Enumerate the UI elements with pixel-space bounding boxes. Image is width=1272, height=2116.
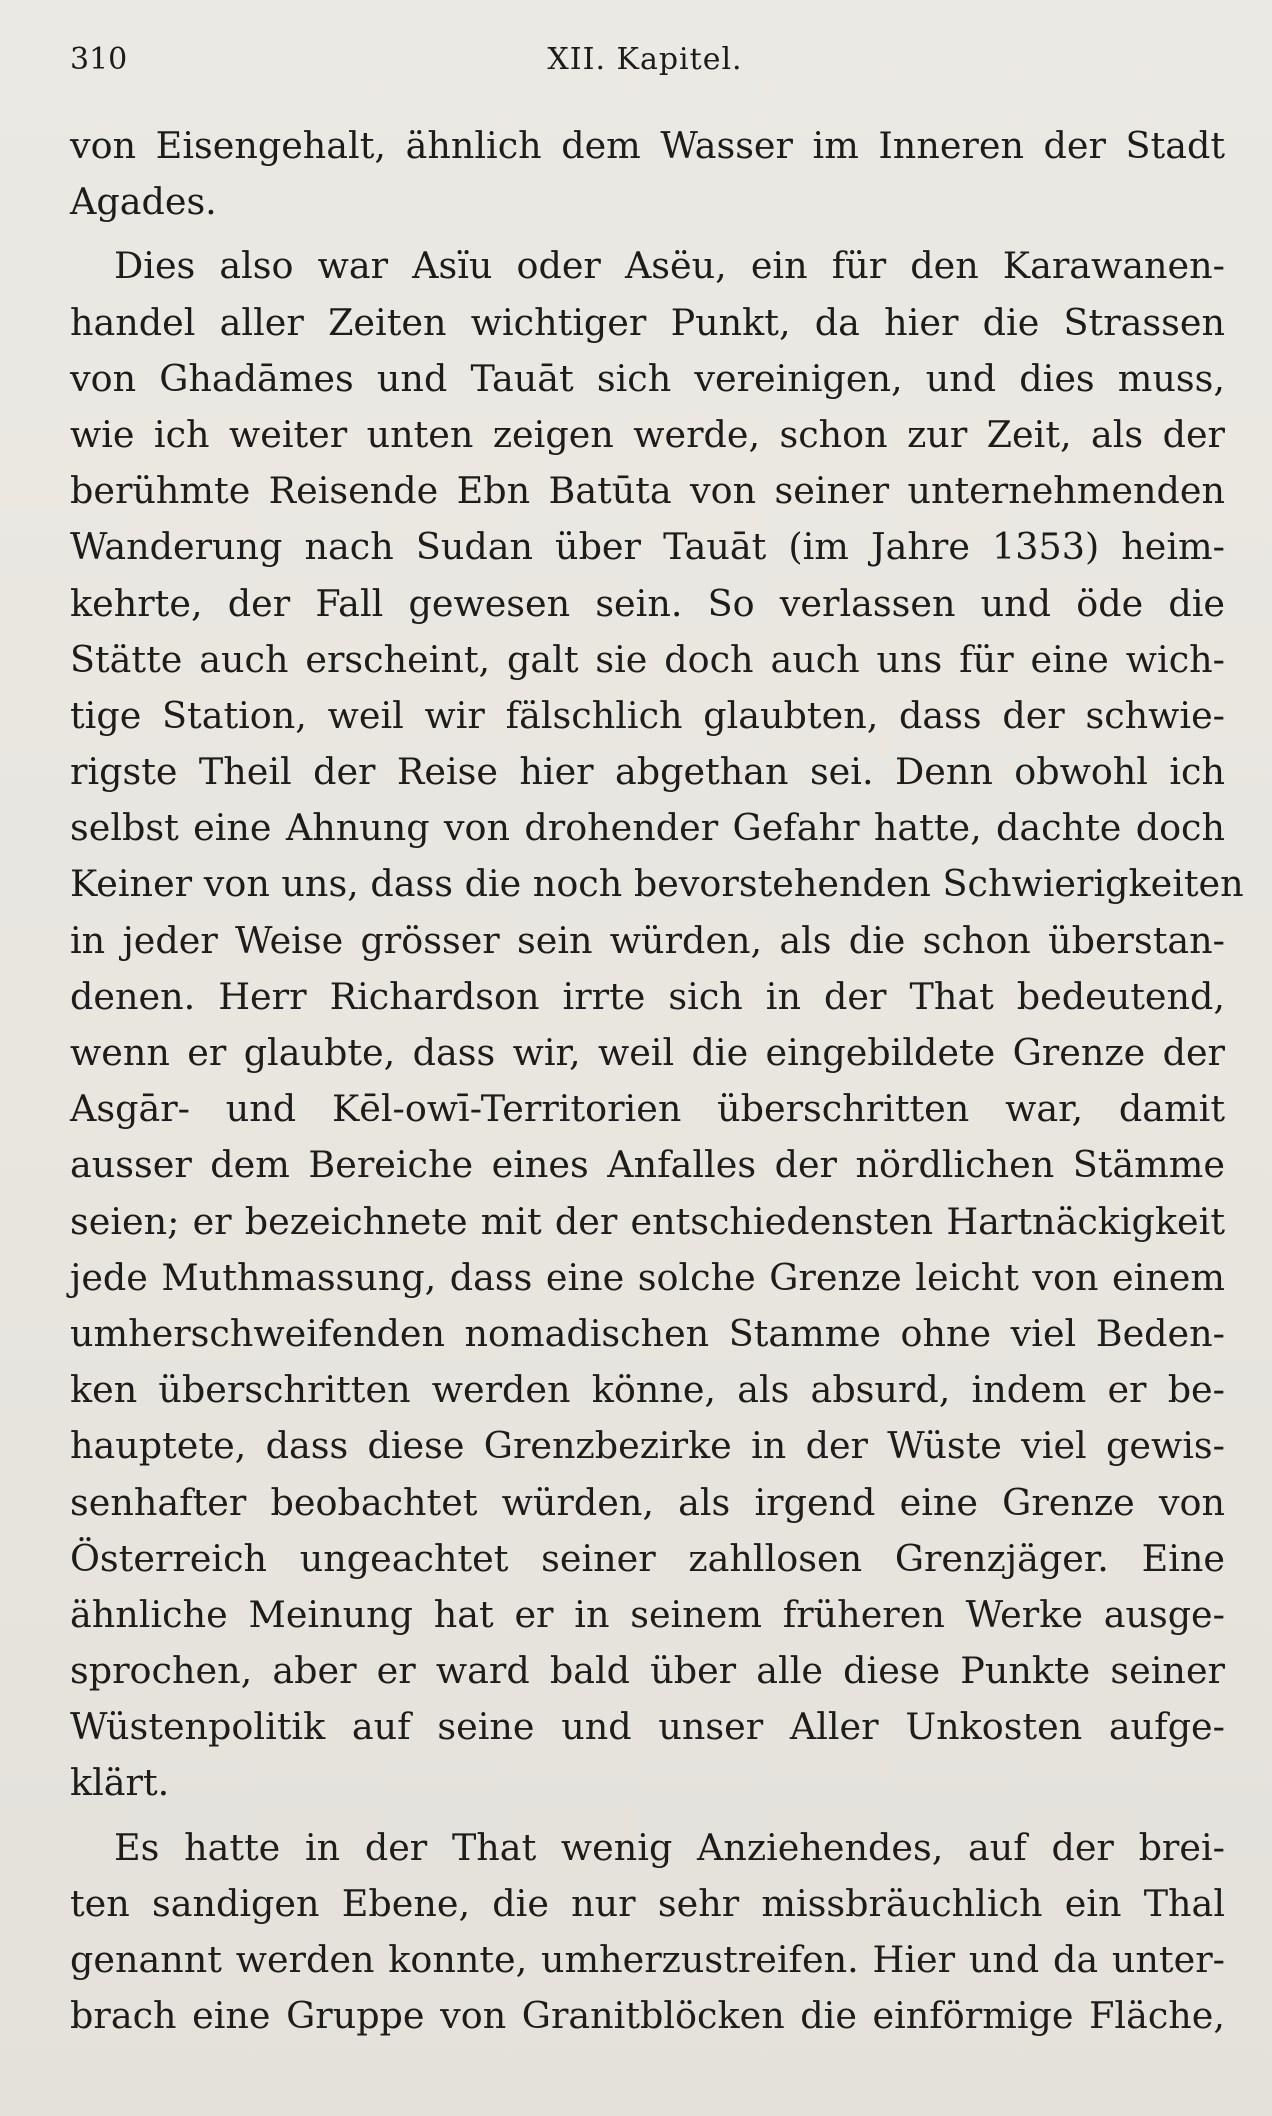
paragraph	[70, 1820, 1225, 2045]
page-number: 310	[70, 42, 128, 77]
text-line: von Eisengehalt, ähnlich dem Wasser im Inneren der Stadt	[70, 124, 1225, 167]
text-line: in jeder Weise grösser sein würden, als die schon überstan-	[70, 918, 1225, 962]
text-line: Wanderung nach Sudan über Tauāt (im Jahre 1353) heim-	[70, 525, 1225, 569]
text-line: wenn er glaubte, dass wir, weil die eingebildete Grenze der	[70, 1031, 1225, 1074]
text-line: ken überschritten werden könne, als absurd, indem er be-	[70, 1368, 1225, 1412]
text-line: Dies also war Asïu oder Asëu, ein für den Karawanen-	[114, 244, 1225, 288]
text-line: Stätte auch erscheint, galt sie doch auch uns für eine wich-	[70, 637, 1225, 681]
text-line: von Ghadāmes und Tauāt sich vereinigen, und dies muss,	[70, 356, 1225, 400]
text-line: hauptete, dass diese Grenzbezirke in der Wüste viel gewis-	[70, 1424, 1225, 1468]
text-line: wie ich weiter unten zeigen werde, schon zur Zeit, als der	[70, 412, 1225, 456]
text-line: ausser dem Bereiche eines Anfalles der nördlichen Stämme	[70, 1143, 1225, 1187]
text-line: Keiner von uns, dass die noch bevorstehenden Schwierigkeiten	[70, 862, 1244, 906]
text-line: berühmte Reisende Ebn Batūta von seiner unternehmenden	[70, 469, 1225, 513]
text-line: senhafter beobachtet würden, als irgend eine Grenze von	[70, 1480, 1225, 1524]
text-line: jede Muthmassung, dass eine solche Grenze leicht von einem	[70, 1255, 1225, 1299]
body-text	[70, 118, 1244, 2044]
text-line: Es hatte in der That wenig Anziehendes, auf der brei-	[114, 1825, 1225, 1869]
text-line: seien; er bezeichnete mit der entschiedensten Hartnäckigkeit	[70, 1199, 1225, 1243]
text-line: klärt.	[70, 1761, 170, 1805]
text-line: selbst eine Ahnung von drohender Gefahr hatte, dachte doch	[70, 806, 1225, 850]
paragraph	[70, 238, 1244, 1811]
text-line: brach eine Gruppe von Granitblöcken die einförmige Fläche,	[70, 1994, 1225, 2038]
text-line: Österreich ungeachtet seiner zahllosen Grenzjäger. Eine	[70, 1536, 1225, 1580]
running-head: XII. Kapitel.	[547, 42, 743, 77]
paragraph	[70, 118, 1225, 230]
text-line: Wüstenpolitik auf seine und unser Aller Unkosten aufge-	[70, 1705, 1225, 1749]
text-line: handel aller Zeiten wichtiger Punkt, da hier die Strassen	[70, 300, 1225, 344]
text-line: rigste Theil der Reise hier abgethan sei. Denn obwohl ich	[70, 750, 1225, 794]
text-line: Agades.	[70, 180, 217, 224]
text-line: tige Station, weil wir fälschlich glaubten, dass der schwie-	[70, 693, 1225, 737]
text-line: Asgār- und Kēl-owī-Territorien überschritten war, damit	[70, 1087, 1225, 1131]
text-line: sprochen, aber er ward bald über alle diese Punkte seiner	[70, 1649, 1225, 1693]
page-header	[70, 38, 1220, 88]
text-line: denen. Herr Richardson irrte sich in der That bedeutend,	[70, 974, 1225, 1018]
text-line: genannt werden konnte, umherzustreifen. Hier und da unter-	[70, 1938, 1225, 1981]
text-line: ähnliche Meinung hat er in seinem früheren Werke ausge-	[70, 1592, 1225, 1636]
text-line: umherschweifenden nomadischen Stamme ohne viel Beden-	[70, 1311, 1225, 1355]
text-line: kehrte, der Fall gewesen sein. So verlassen und öde die	[70, 581, 1225, 625]
text-line: ten sandigen Ebene, die nur sehr missbräuchlich ein Thal	[70, 1881, 1225, 1925]
